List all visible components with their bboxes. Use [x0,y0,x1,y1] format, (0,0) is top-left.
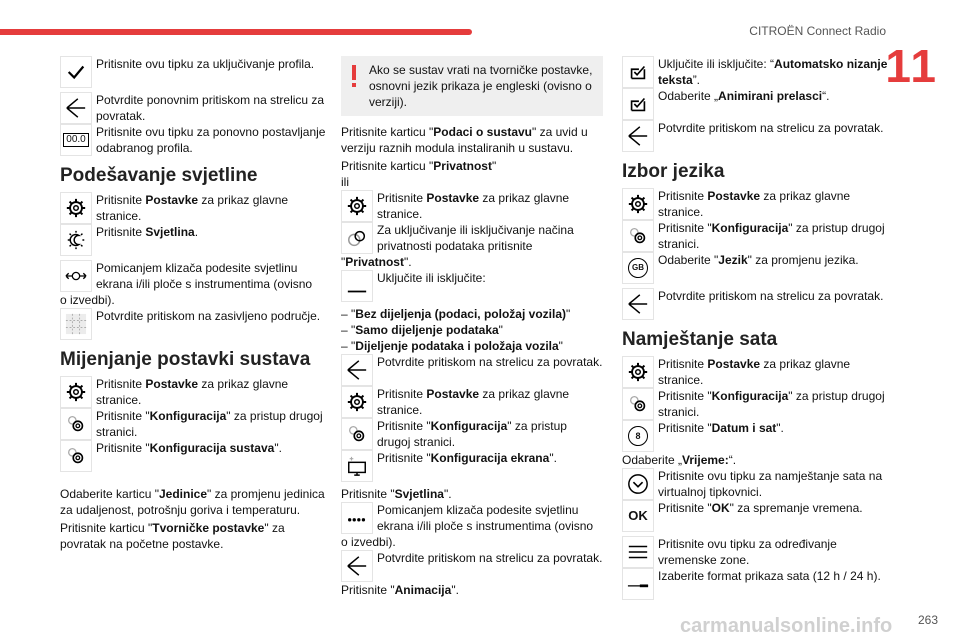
toggle-icon [341,270,373,302]
back-arrow-icon [622,288,654,320]
column-3 [622,56,890,600]
checkbox-icon [622,56,654,88]
settings-gear-icon [341,386,373,418]
paragraph: Odaberite karticu "Jedinice" za promjenu jedinica za udaljenost, potrošnju goriva i temperaturu. [60,487,325,517]
paragraph: Pritisnite "Animacija". [341,583,459,597]
instruction-row: Pritisnite ovu tipku za određivanje vremenske zone. [622,536,890,568]
instruction-row: Pritisnite Postavke za prikaz glavne stranice. [341,386,603,418]
instruction-row: Pritisnite Postavke za prikaz glavne stranice. [622,188,890,220]
slider-dots-icon [341,502,373,534]
settings-gear-icon [622,356,654,388]
ok-button-icon: OK [622,500,654,532]
instruction-row: 00.0 Pritisnite ovu tipku za ponovno postavljanje odabranog profila. [60,124,328,156]
configuration-gears-icon [341,418,373,450]
section-heading-language: Izbor jezika [622,161,725,182]
instruction-row: Pritisnite "Konfiguracija" za pristup drugoj stranici. [622,388,890,420]
watermark: carmanualsonline.info [680,615,893,637]
list-item: – "Dijeljenje podataka i položaja vozila" [341,339,563,353]
privacy-icon [341,222,373,254]
instruction-row: Pritisnite ovu tipku za uključivanje profila. [60,56,328,88]
list-item: – "Samo dijeljenje podataka" [341,323,503,337]
instruction-row: Pomicanjem klizača podesite svjetlinu ekrana i/ili ploče s instrumentima (ovisno o izvedbi). [60,261,313,307]
instruction-row: OK Pritisnite "OK" za spremanje vremena. [622,500,890,532]
reset-profile-icon: 00.0 [60,124,92,156]
instruction-row: Uključite ili isključite: “Automatsko nizanje teksta”. [622,56,890,88]
slider-icon [60,260,92,292]
back-arrow-icon [60,92,92,124]
column-1 [60,56,328,554]
configuration-gears-icon [622,388,654,420]
screen-configuration-icon [341,450,373,482]
instruction-row: Pritisnite Svjetlina. [60,224,328,256]
configuration-gears-icon [622,220,654,252]
system-configuration-icon [60,440,92,472]
instruction-row: Pritisnite Postavke za prikaz glavne stranice. [60,376,328,408]
instruction-row: Potvrdite pritiskom na strelicu za povratak. [341,354,603,386]
instruction-row: Pritisnite Postavke za prikaz glavne stranice. [60,192,328,224]
instruction-row: Pritisnite "Konfiguracija" za pristup drugoj stranici. [60,408,328,440]
grey-area-icon [60,308,92,340]
paragraph: Pritisnite karticu "Tvorničke postavke" za povratak na početne postavke. [60,521,285,551]
back-arrow-icon [622,120,654,152]
date-time-icon: 8 [622,420,654,452]
instruction-row: Pritisnite Postavke za prikaz glavne stranice. [622,356,890,388]
column-2 [341,56,603,598]
chapter-number: 11 [885,40,938,92]
instruction-row: Odaberite „Animirani prelasci“. [622,88,890,120]
instruction-row: Pomicanjem klizača podesite svjetlinu ekrana i/ili ploče s instrumentima (ovisno o izvedbi). [341,503,594,549]
instruction-row: Uključite ili isključite: [341,270,603,302]
instruction-row: Izaberite format prikaza sata (12 h / 24 h). [622,568,890,600]
configuration-gears-icon [60,408,92,440]
instruction-row: GB Odaberite "Jezik" za promjenu jezika. [622,252,890,284]
warning-box: Ako se sustav vrati na tvorničke postavke, osnovni jezik prikaza je engleski (ovisno o verziji). [341,56,603,116]
paragraph: Odaberite „Vrijeme:“. [622,453,737,467]
checkmark-icon [60,56,92,88]
instruction-row: Pritisnite "Konfiguracija" za pristup drugoj stranici. [622,220,890,252]
list-item: – "Bez dijeljenja (podaci, položaj vozila)" [341,307,571,321]
instruction-row: Potvrdite ponovnim pritiskom na strelicu za povratak. [60,92,328,124]
instruction-row: Pritisnite "Konfiguracija ekrana". [341,450,603,482]
instruction-row: Pritisnite "Konfiguracija" za pristup drugoj stranici. [341,418,603,450]
page-number: 263 [917,613,938,627]
instruction-row: Potvrdite pritiskom na strelicu za povratak. [622,120,890,152]
header-title: CITROËN Connect Radio [749,24,886,38]
section-heading-brightness: Podešavanje svjetline [60,165,258,186]
paragraph: Pritisnite karticu "Privatnost" [341,159,497,173]
instruction-row: Potvrdite pritiskom na zasivljeno područje. [60,308,328,340]
settings-gear-icon [60,192,92,224]
section-heading-system: Mijenjanje postavki sustava [60,349,311,370]
settings-gear-icon [341,190,373,222]
checkbox-icon [622,88,654,120]
menu-lines-icon [622,536,654,568]
settings-gear-icon [622,188,654,220]
instruction-row: 8 Pritisnite "Datum i sat". [622,420,890,452]
settings-gear-icon [60,376,92,408]
chevron-down-circle-icon [622,468,654,500]
back-arrow-icon [341,550,373,582]
paragraph: Pritisnite "Svjetlina". [341,487,452,501]
brightness-icon [60,224,92,256]
paragraph: Pritisnite karticu "Podaci o sustavu" za uvid u verziju raznih modula instaliranih u sustavu. [341,125,588,155]
instruction-row: Potvrdite pritiskom na strelicu za povratak. [341,550,603,582]
section-heading-clock: Namještanje sata [622,329,778,350]
toggle-line-icon [622,568,654,600]
instruction-row: Za uključivanje ili isključivanje načina privatnosti podataka pritisnite "Privatnost". [341,223,574,269]
instruction-row: Pritisnite Postavke za prikaz glavne stranice. [341,190,603,222]
instruction-row: Pritisnite ovu tipku za namještanje sata na virtualnoj tipkovnici. [622,468,890,500]
back-arrow-icon [341,354,373,386]
paragraph: ili [341,175,349,189]
warning-exclamation-icon [349,64,359,88]
language-icon: GB [622,252,654,284]
instruction-row: Potvrdite pritiskom na strelicu za povratak. [622,288,890,320]
header-red-bar [0,29,472,35]
instruction-row: Pritisnite "Konfiguracija sustava". [60,440,328,472]
